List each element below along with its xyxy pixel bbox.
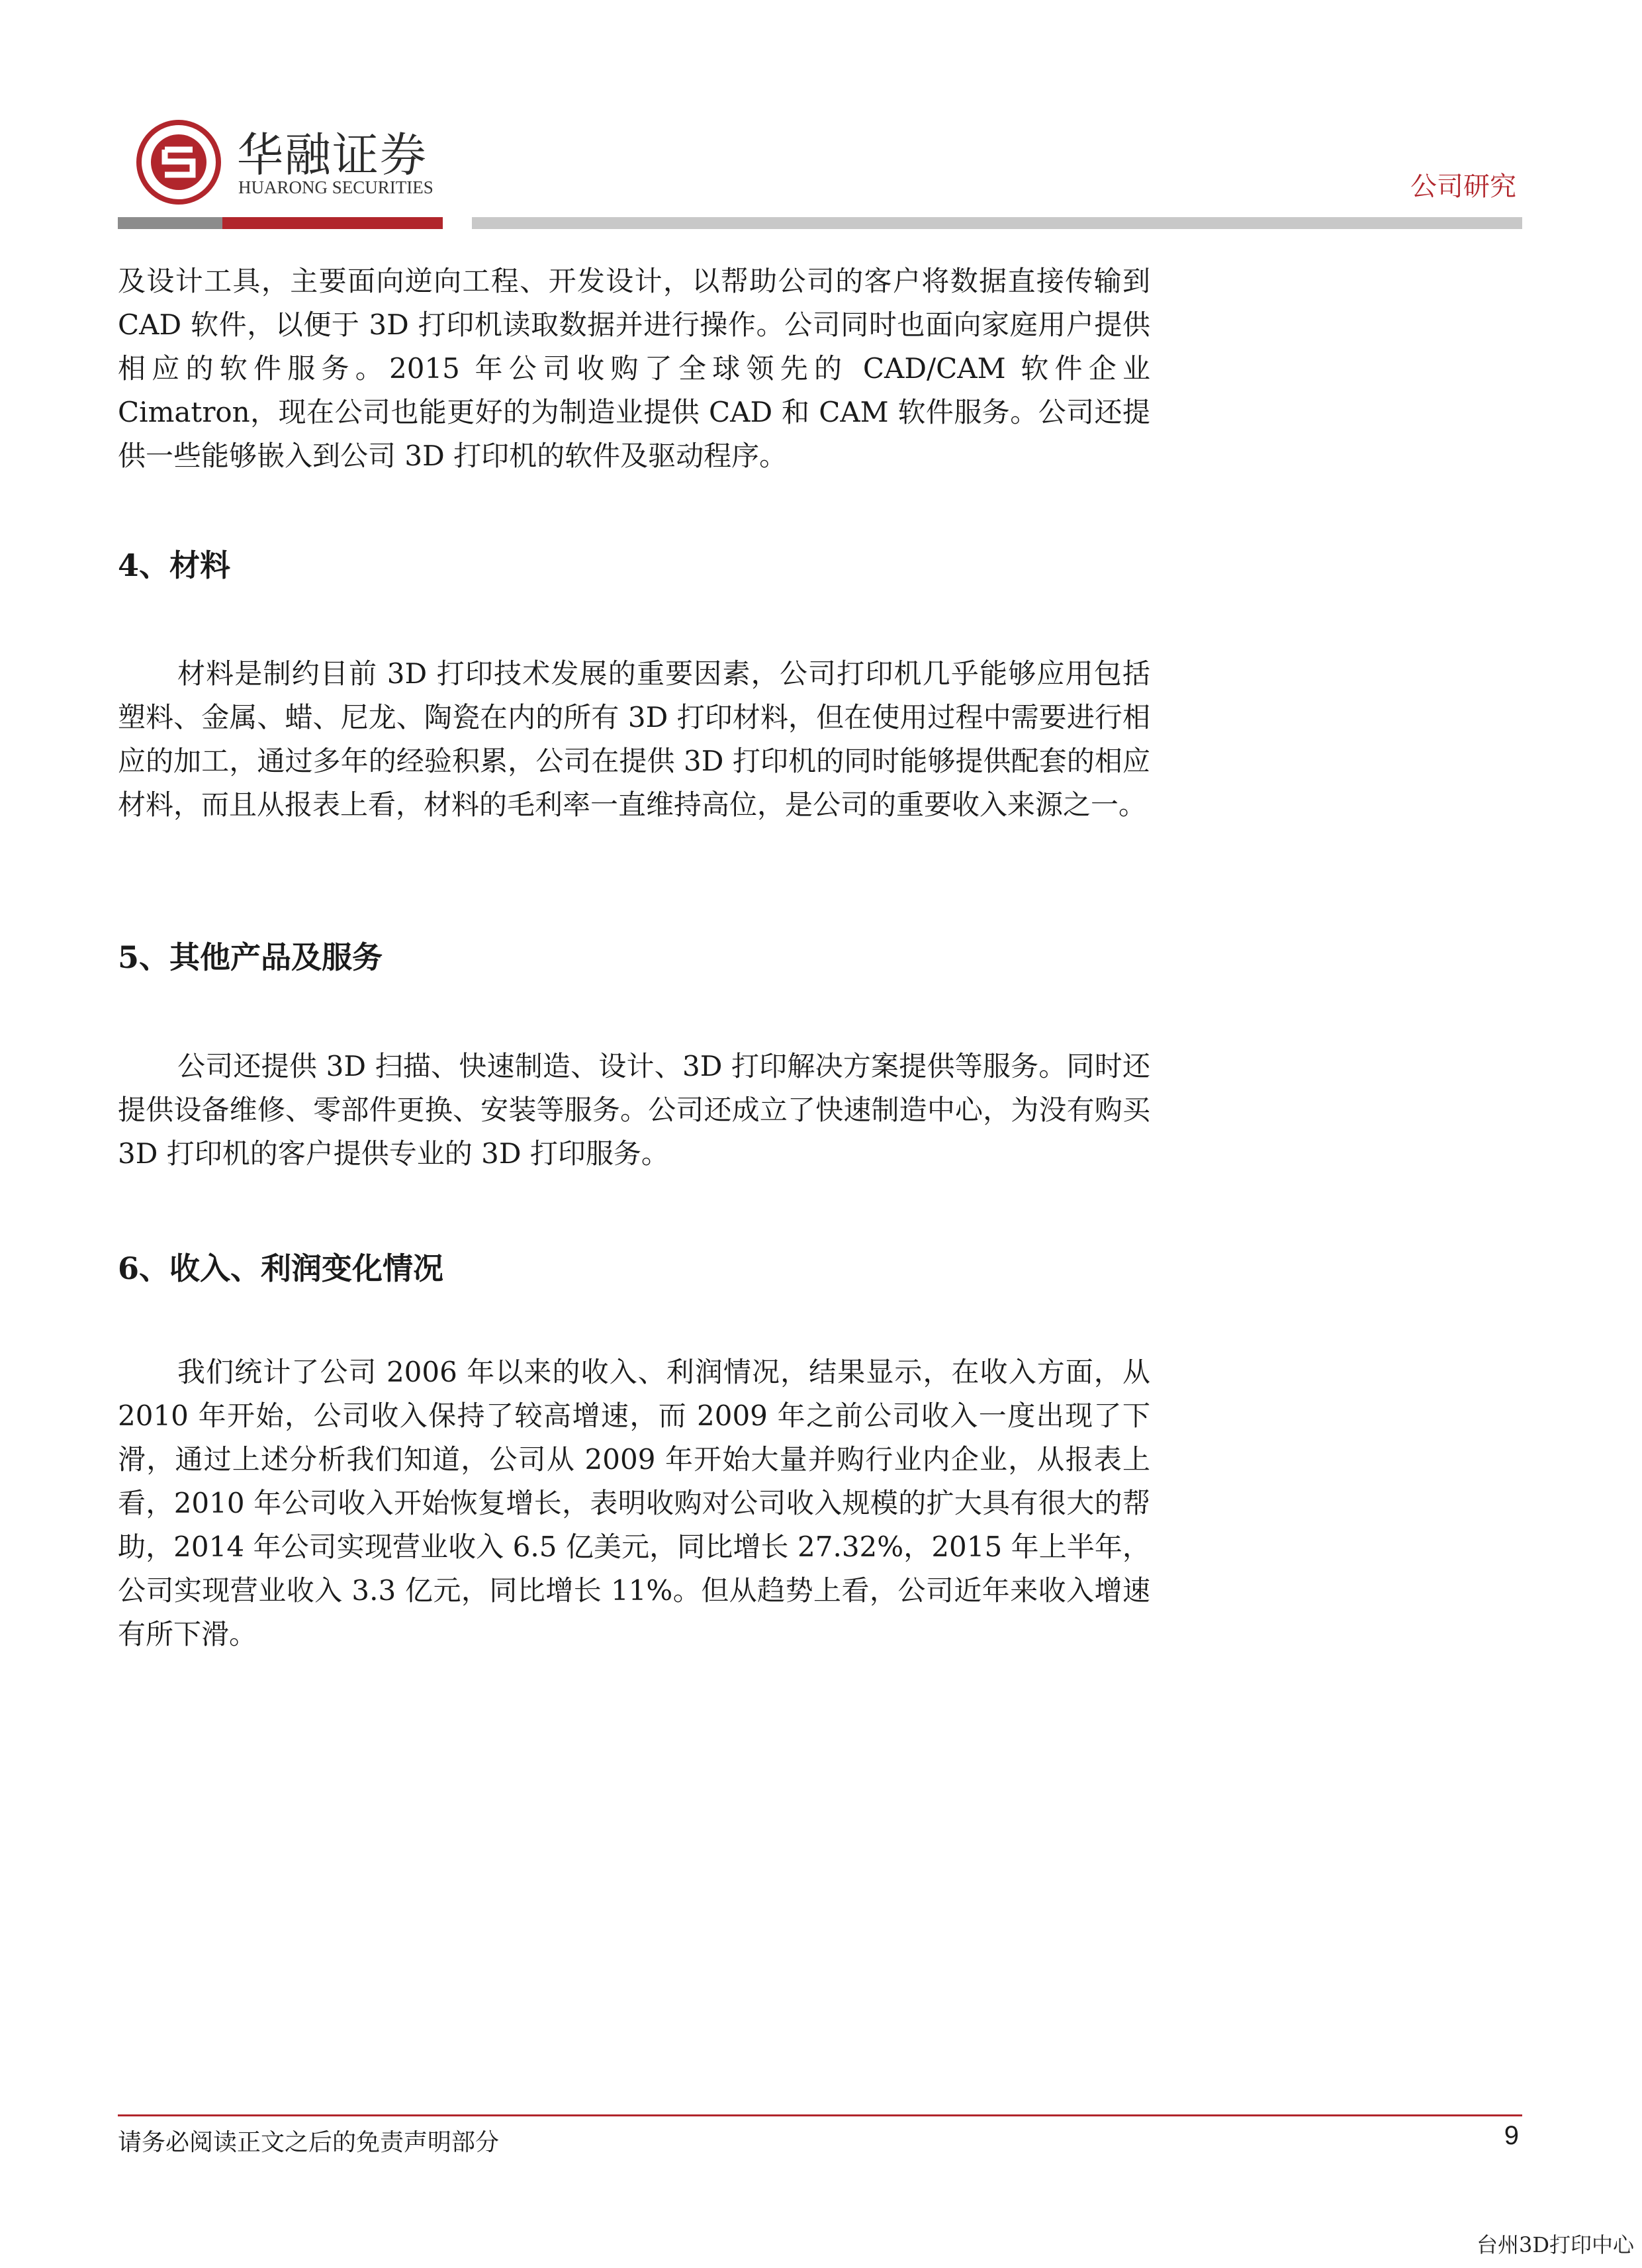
header-divider-light xyxy=(472,217,1522,229)
footer-divider xyxy=(118,2114,1522,2116)
intro-paragraph: 及设计工具，主要面向逆向工程、开发设计，以帮助公司的客户将数据直接传输到 CAD 软件，以便于 3D 打印机读取数据并进行操作。公司同时也面向家庭用户提供相应的软件服务。2015 年公司收购了全球领先的 CAD/CAM 软件企业 Cimatron，现在公司也能更好的为制造业提供 CAD 和 CAM 软件服务。公司还提供一些能够嵌入到公司 3D 打印机的软件及驱动程序。 xyxy=(118,265,1150,472)
section-tag: 公司研究 xyxy=(1410,171,1516,202)
brand-name-en: HUARONG SECURITIES xyxy=(238,177,433,197)
section-text-revenue: 我们统计了公司 2006 年以来的收入、利润情况，结果显示，在收入方面，从 2010 年开始，公司收入保持了较高增速，而 2009 年之前公司收入一度出现了下滑，通过上述分析我们知道，公司从 2009 年开始大量并购行业内企业，从报表上看，2010 年公司收入开始恢复增长，表明收购对公司收入规模的扩大具有很大的帮助，2014 年公司实现营业收入 6.5 亿美元，同比增长 27.32%，2015 年上半年，公司实现营业收入 3.3 亿元，同比增长 11%。但从趋势上看，公司近年来收入增速有所下滑。 xyxy=(118,1356,1150,1650)
section-heading-services: 5、其他产品及服务 xyxy=(118,939,383,975)
header-divider-gray xyxy=(118,217,222,229)
huarong-logo-icon xyxy=(136,119,222,205)
brand-name-cn: 华融证券 xyxy=(237,128,428,182)
section-heading-revenue: 6、收入、利润变化情况 xyxy=(118,1251,444,1286)
page-number: 9 xyxy=(1504,2121,1519,2150)
header-divider-red xyxy=(222,217,443,229)
section-heading-materials: 4、材料 xyxy=(118,547,231,583)
section-text-services: 公司还提供 3D 扫描、快速制造、设计、3D 打印解决方案提供等服务。同时还提供设备维修、零部件更换、安装等服务。公司还成立了快速制造中心，为没有购买 3D 打印机的客户提供专业的 3D 打印服务。 xyxy=(118,1050,1150,1170)
section-text-materials: 材料是制约目前 3D 打印技术发展的重要因素，公司打印机几乎能够应用包括塑料、金属、蜡、尼龙、陶瓷在内的所有 3D 打印材料，但在使用过程中需要进行相应的加工，通过多年的经验积累，公司在提供 3D 打印机的同时能够提供配套的相应材料，而且从报表上看，材料的毛利率一直维持高位，是公司的重要收入来源之一。 xyxy=(118,657,1150,821)
footer-disclaimer: 请务必阅读正文之后的免责声明部分 xyxy=(118,2129,500,2156)
watermark-text: 台州3D打印中心 xyxy=(1476,2232,1634,2257)
